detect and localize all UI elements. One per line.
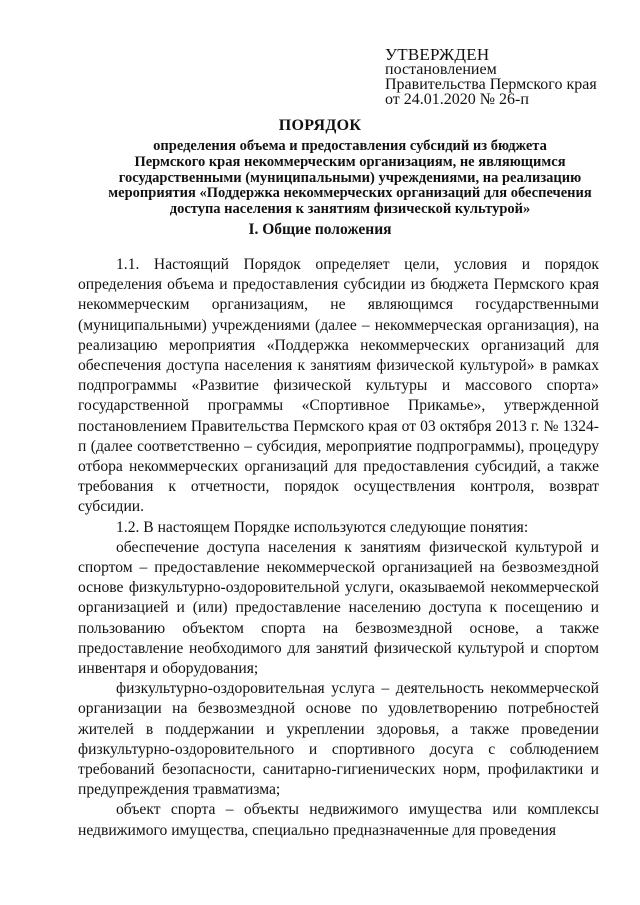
approval-line-date-number: от 24.01.2020 № 26-п [385, 91, 529, 108]
approval-stamp [385, 47, 597, 107]
paragraph-1-2: 1.2. В настоящем Порядке используются следующие понятия: [116, 518, 529, 536]
document-subtitle [60, 139, 640, 218]
subtitle-line: мероприятия «Поддержка некоммерческих организаций для обеспечения [108, 185, 592, 202]
section-heading: I. Общие положения [248, 221, 392, 238]
subtitle-line: государственными (муниципальными) учреждениями, на реализацию [118, 169, 582, 186]
definition-access: обеспечение доступа населения к занятиям физической культурой и спортом – предоставление некоммерческой организацией на безвозмездной основе физкультурно-оздоровительной услуги, оказываемой некоммерческой организацией и (или) предоставление населению доступа к посещению и пользованию объектом спорта на безвозмездной основе, а также предоставление необходимого для занятий физической культурой и спортом инвентаря и оборудования; [78, 538, 599, 678]
document-title: ПОРЯДОК [278, 117, 362, 134]
approval-line-resolution: постановлением [385, 61, 497, 78]
document-body [78, 255, 599, 841]
definition-fitness-service: физкультурно-оздоровительная услуга – деятельность некоммерческой организации на безвозмездной основе по удовлетворению потребностей жителей в поддержании и укреплении здоровья, а также проведении физкультурно-оздоровительного и спортивного досуга с соблюдением требований безопасности, санитарно-гигиенических норм, профилактики и предупреждения травматизма; [78, 680, 599, 799]
subtitle-line: доступа населения к занятиям физической культурой» [169, 201, 531, 218]
approval-line-government: Правительства Пермского края [385, 76, 597, 93]
approval-heading: УТВЕРЖДЕН [385, 45, 490, 64]
definition-sports-facility: объект спорта – объекты недвижимого имущества или комплексы недвижимого имущества, специально предназначенные для проведения [78, 801, 599, 839]
subtitle-line: определения объема и предоставления субсидий из бюджета [153, 138, 547, 154]
subtitle-line: Пермского края некоммерческим организациям, не являющимся [134, 153, 566, 170]
paragraph-1-1: 1.1. Настоящий Порядок определяет цели, условия и порядок определения объема и предоставления субсидии из бюджета Пермского края некоммерческим организациям, не являющимся государственными (муниципальными) учреждениями (далее – некоммерческая организация), на реализацию мероприятия «Поддержка некоммерческих организаций для обеспечения доступа населения к занятиям физической культурой» в рамках подпрограммы «Развитие физической культуры и массового спорта» государственной программы «Спортивное Прикамье», утвержденной постановлением Правительства Пермского края от 03 октября 2013 г. № 1324-п (далее соответственно – субсидия, мероприятие подпрограммы), процедуру отбора некоммерческих организаций для предоставления субсидий, а также требования к отчетности, порядок осуществления контроля, возврат субсидии. [78, 256, 599, 516]
